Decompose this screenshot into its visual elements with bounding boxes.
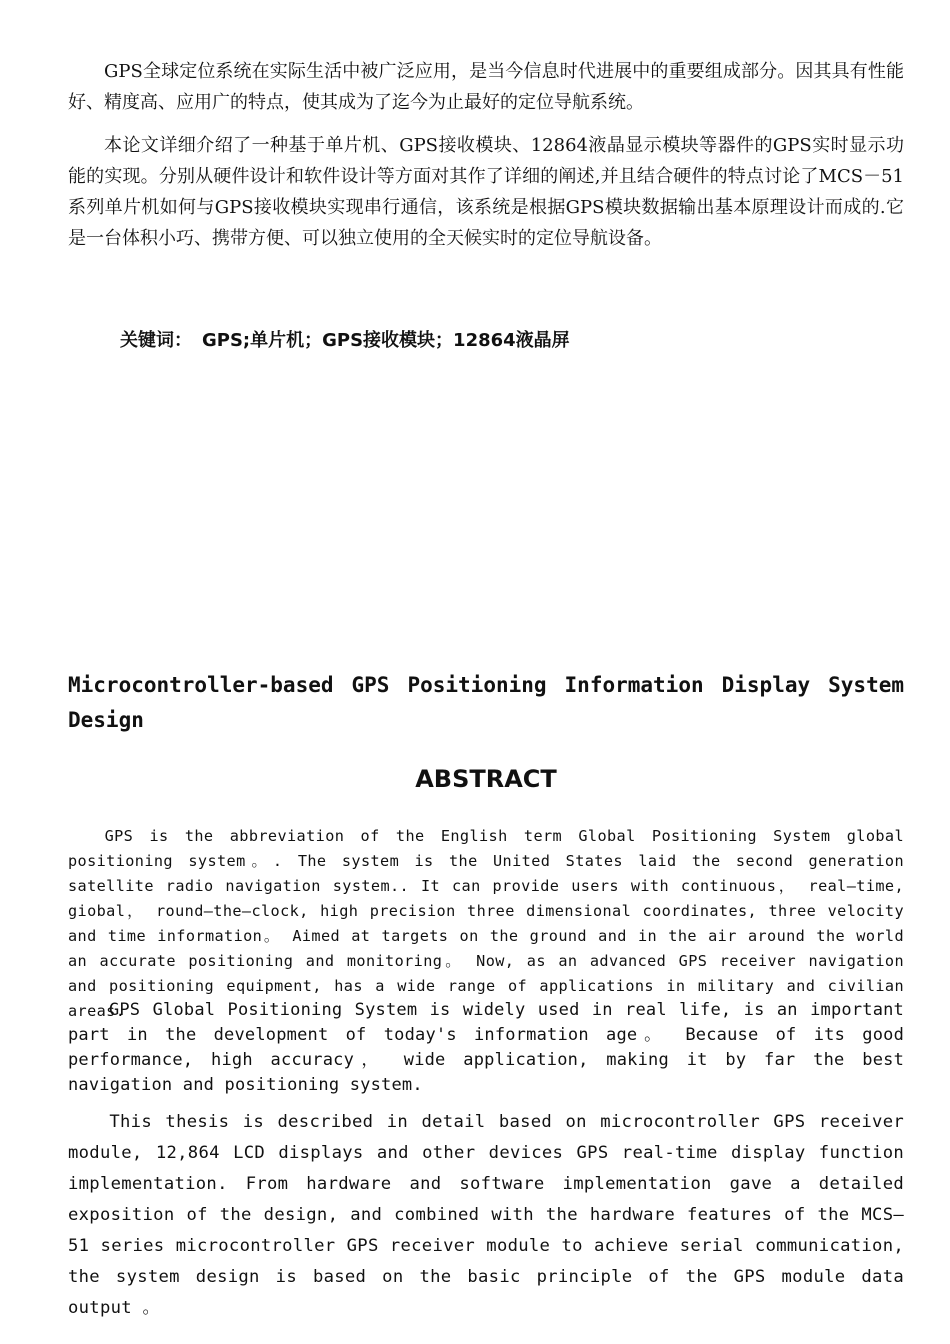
chinese-abstract-paragraph-1: GPS全球定位系统在实际生活中被广泛应用，是当今信息时代进展中的重要组成部分。因其具有性能好、精度高、应用广的特点，使其成为了迄今为止最好的定位导航系统。 [68,61,904,113]
english-abstract-paragraph-3: This thesis is described in detail based on microcontroller GPS receiver module, 12,864 LCD displays and other devices GPS real-time display function implementation. From hardware and software implementation gave a detailed exposition of the design, and combined with the hardware features of the MCS—51 series microcontroller GPS receiver module to achieve serial communication, the system design is based on the basic principle of the GPS module data output 。 [68,1112,904,1318]
keywords-value: GPS;单片机；GPS接收模块；12864液晶屏 [202,330,570,351]
abstract-heading: ABSTRACT [415,765,557,793]
keywords-label: 关键词： [120,330,192,351]
english-title: Microcontroller-based GPS Positioning Information Display System Design [68,673,904,732]
english-abstract-paragraph-1: GPS is the abbreviation of the English term Global Positioning System global positioning system。. The system is the United States laid the second generation satellite radio navigation system.. It can provide users with continuous， real—time, giobal， round—the—clock, high precision three dimensional coordinates, three velocity and time information。 Aimed at targets on the ground and in the air around the world an accurate positioning and monitoring。 Now, as an advanced GPS receiver navigation and positioning equipment, has a wide range of applications in military and civilian areas. [68,827,904,1020]
chinese-abstract-paragraph-2: 本论文详细介绍了一种基于单片机、GPS接收模块、12864液晶显示模块等器件的GPS实时显示功能的实现。分别从硬件设计和软件设计等方面对其作了详细的阐述,并且结合硬件的特点讨论了MCS－51系列单片机如何与GPS接收模块实现串行通信，该系统是根据GPS模块数据输出基本原理设计而成的.它是一台体积小巧、携带方便、可以独立使用的全天候实时的定位导航设备。 [68,135,904,249]
english-abstract-paragraph-2: GPS Global Positioning System is widely used in real life, is an important part in the development of today's information age。 Because of its good performance, high accuracy， wide application, making it by far the best navigation and positioning system. [68,1000,904,1095]
chinese-keywords [120,327,570,355]
